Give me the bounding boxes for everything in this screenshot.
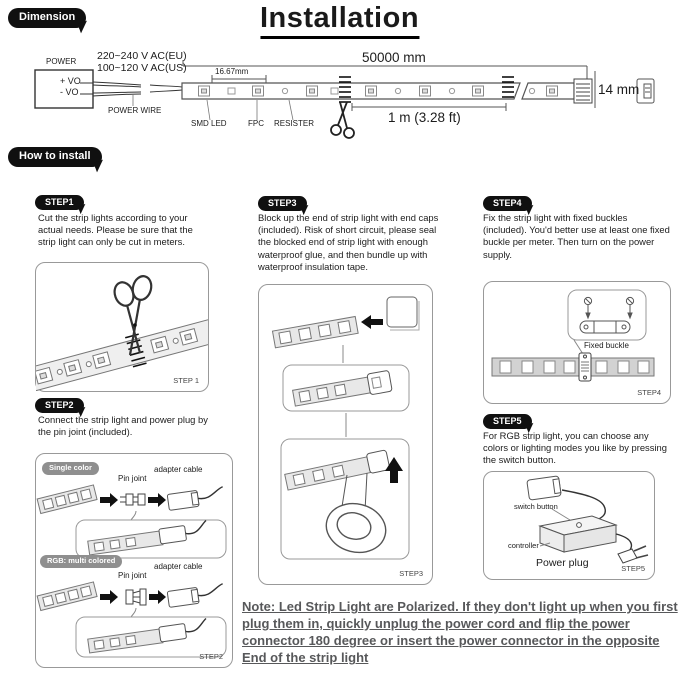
connected-strip-graphic bbox=[87, 520, 208, 555]
step2-text: Connect the strip light and power plug by the pin joint (included). bbox=[38, 414, 208, 438]
scissors-icon bbox=[331, 102, 354, 138]
voltage-us-label: 100~120 V AC(US) bbox=[97, 62, 187, 74]
wire bbox=[562, 490, 605, 520]
step1-figure-art bbox=[36, 263, 208, 391]
adapter-graphic bbox=[167, 487, 225, 511]
adapter-graphic bbox=[167, 584, 225, 608]
power-wires bbox=[93, 82, 182, 96]
arrow-left-icon bbox=[149, 590, 166, 604]
rgb-badge: RGB: multi colored bbox=[40, 555, 122, 568]
step4-badge: STEP4 bbox=[483, 196, 532, 211]
positive-terminal-label: + VO bbox=[60, 76, 81, 86]
step5-figure-label: STEP5 bbox=[621, 564, 645, 573]
fpc-label: FPC bbox=[248, 119, 264, 128]
switch-button-label: switch button bbox=[514, 502, 558, 511]
led-strip bbox=[182, 83, 574, 99]
end-cap-graphic bbox=[387, 297, 419, 330]
page-title: Installation bbox=[260, 2, 419, 39]
end-connector bbox=[574, 71, 595, 108]
smd-led-label: SMD LED bbox=[191, 119, 227, 128]
step3-text: Block up the end of strip light with end caps (included). Risk of short circuit, please seal the blocked end of strip light with enough waterproof glue, and then bundle up with waterproof insulation tape. bbox=[258, 212, 439, 272]
step4-figure-art bbox=[484, 282, 670, 403]
led-pitch-label: 16.67mm bbox=[215, 67, 249, 76]
step1-text: Cut the strip lights according to your actual needs. Please be sure that the strip light can only be cut in meters. bbox=[38, 212, 193, 248]
buckle-graphic bbox=[580, 321, 630, 333]
tape-roll-graphic bbox=[321, 473, 391, 559]
controller-label: controller bbox=[508, 541, 539, 550]
step3-figure-art bbox=[259, 285, 432, 584]
mounted-strip-graphic bbox=[492, 358, 654, 376]
arrow-left-icon bbox=[148, 493, 166, 507]
adapter-graphic bbox=[527, 476, 561, 500]
arrow-left-icon bbox=[361, 315, 383, 329]
how-to-install-badge: How to install bbox=[8, 147, 102, 167]
cut-length-label: 1 m (3.28 ft) bbox=[388, 110, 461, 125]
step4-text: Fix the strip light with fixed buckles (included). You'd better use at least one fixed buckle per meter. Then turn on the power supply. bbox=[483, 212, 670, 260]
strip-graphic bbox=[272, 317, 358, 348]
step2-figure bbox=[35, 453, 233, 668]
step4-figure-label: STEP4 bbox=[637, 388, 661, 397]
strip-width-label: 14 mm bbox=[598, 82, 640, 97]
pin-joint-3pin bbox=[126, 589, 146, 605]
pin-joint-label: Pin joint bbox=[118, 474, 147, 483]
total-length-label: 50000 mm bbox=[362, 50, 426, 65]
capped-strip-graphic bbox=[292, 370, 392, 408]
adapter-cable-label: adapter cable bbox=[154, 562, 203, 571]
power-plug-icon bbox=[618, 546, 648, 563]
connected-strip-graphic bbox=[87, 618, 208, 653]
controller-graphic bbox=[540, 516, 616, 552]
single-color-badge: Single color bbox=[42, 462, 99, 475]
arrow-right-icon bbox=[100, 493, 118, 507]
voltage-eu-label: 220~240 V AC(EU) bbox=[97, 50, 187, 62]
power-box-label: POWER bbox=[46, 57, 77, 66]
buckle-on-strip bbox=[579, 353, 591, 381]
step5-badge: STEP5 bbox=[483, 414, 532, 429]
step5-text: For RGB strip light, you can choose any colors or lighting modes you like by pressing the switch button. bbox=[483, 430, 667, 466]
adapter-cable-label: adapter cable bbox=[154, 465, 203, 474]
resistor-label: RESISTER bbox=[274, 119, 315, 128]
strip-graphic bbox=[37, 582, 97, 611]
dimension-badge: Dimension bbox=[8, 8, 86, 28]
step2-figure-label: STEP2 bbox=[199, 652, 223, 661]
taped-strip-graphic bbox=[284, 450, 390, 491]
fixed-buckle-label: Fixed buckle bbox=[584, 341, 629, 350]
step3-figure bbox=[258, 284, 433, 585]
step3-badge: STEP3 bbox=[258, 196, 307, 211]
step1-badge: STEP1 bbox=[35, 195, 84, 210]
step2-badge: STEP2 bbox=[35, 398, 84, 413]
pin-joint-label: Pin joint bbox=[118, 571, 147, 580]
led-pitch-dimension bbox=[212, 75, 266, 83]
pin-joint-2pin bbox=[120, 494, 145, 505]
polarity-note: Note: Led Strip Light are Polarized. If they don't light up when you first plug them in, quickly unplug the power cord and flip the power connector 180 degree or insert the power connector in the opposite End of the strip light bbox=[242, 599, 678, 666]
step1-figure bbox=[35, 262, 209, 392]
power-wire-label: POWER WIRE bbox=[108, 106, 162, 115]
step5-figure bbox=[483, 471, 655, 580]
pin-connector bbox=[637, 79, 654, 103]
step1-figure-label: STEP 1 bbox=[173, 376, 199, 385]
strip-graphic bbox=[37, 485, 97, 514]
negative-terminal-label: - VO bbox=[60, 87, 79, 97]
arrow-right-icon bbox=[100, 590, 118, 604]
step3-figure-label: STEP3 bbox=[399, 569, 423, 578]
step4-figure bbox=[483, 281, 671, 404]
power-plug-label: Power plug bbox=[536, 557, 589, 569]
